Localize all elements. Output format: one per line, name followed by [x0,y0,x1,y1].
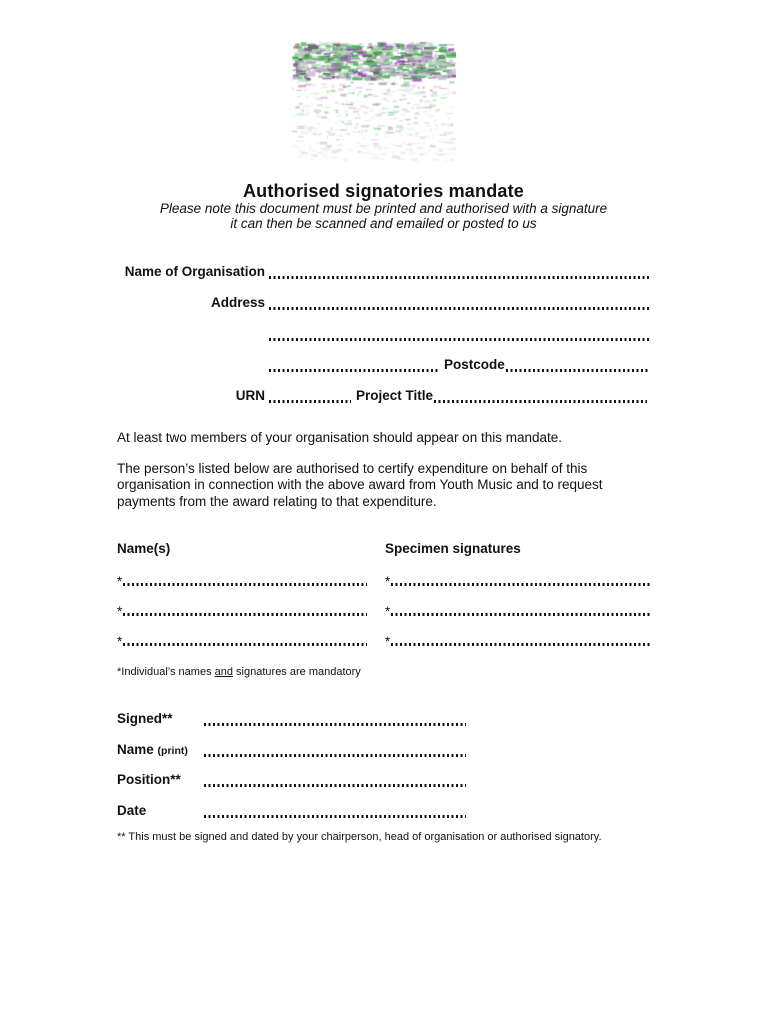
project-title-fill-line [434,400,647,403]
signature-fill-line-1: * [385,569,650,589]
postcode-label: Postcode [444,357,505,372]
underlined-and: and [214,666,233,678]
signature-fill-line-2: * [385,599,650,619]
signatory-row-3 [117,629,650,649]
signature-fill-line-3: * [385,629,650,649]
address-row [117,293,650,313]
mandatory-footnote: *Individual’s names and signatures are mandatory [117,666,361,678]
position-fill-line [204,784,466,787]
postcode-row [117,355,650,375]
org-name-row [117,262,650,282]
urn-fill-line [269,400,351,403]
date-fill-line [204,815,466,818]
name-print-row [117,740,650,760]
address-fill-line-3 [269,369,439,372]
page-title: Authorised signatories mandate [242,181,525,201]
date-row [117,801,650,821]
signatory-row-1 [117,569,650,589]
signed-row [117,709,650,729]
subtitle-line-2: it can then be scanned and emailed or posted to us [230,216,537,231]
position-label: Position** [117,772,181,787]
project-title-label: Project Title [356,388,434,403]
name-fill-line-1: * [117,569,367,589]
position-row [117,770,650,790]
chairperson-footnote: ** This must be signed and dated by your chairperson, head of organisation or authorised signatory. [117,831,602,843]
address-fill-line-2 [269,338,650,341]
address-fill-line-1 [269,307,650,310]
org-name-fill-line [269,276,650,279]
names-column-header: Name(s) [117,541,171,556]
signed-fill-line [204,723,466,726]
signatures-column-header: Specimen signatures [385,541,521,556]
urn-label: URN [235,388,265,403]
date-label: Date [117,802,147,818]
name-print-label: Name (print) [117,741,188,757]
urn-project-row [117,386,650,406]
signatories-headers [117,539,650,559]
name-fill-line-3: * [117,629,367,649]
signatory-row-2 [117,599,650,619]
organisation-fields [117,262,650,406]
subtitle-line-1: Please note this document must be printed and authorised with a signature [159,201,608,216]
name-fill-line-2: * [117,599,367,619]
document-content [117,0,650,844]
org-name-label: Name of Organisation [124,264,265,279]
address-label: Address [210,295,265,310]
mandate-note-paragraph: At least two members of your organisation should appear on this mandate. [117,430,562,445]
authorisation-paragraph: The person’s listed below are authorised to certify expenditure on behalf of this organisation in connection with the above award from Youth Music and to request payments from the award relating to that expenditure. [117,460,603,509]
signed-label: Signed** [117,711,173,726]
address-row-2 [117,324,650,344]
name-print-fill-line [204,754,466,757]
postcode-fill-line [506,369,650,372]
sign-off-block [117,709,650,821]
